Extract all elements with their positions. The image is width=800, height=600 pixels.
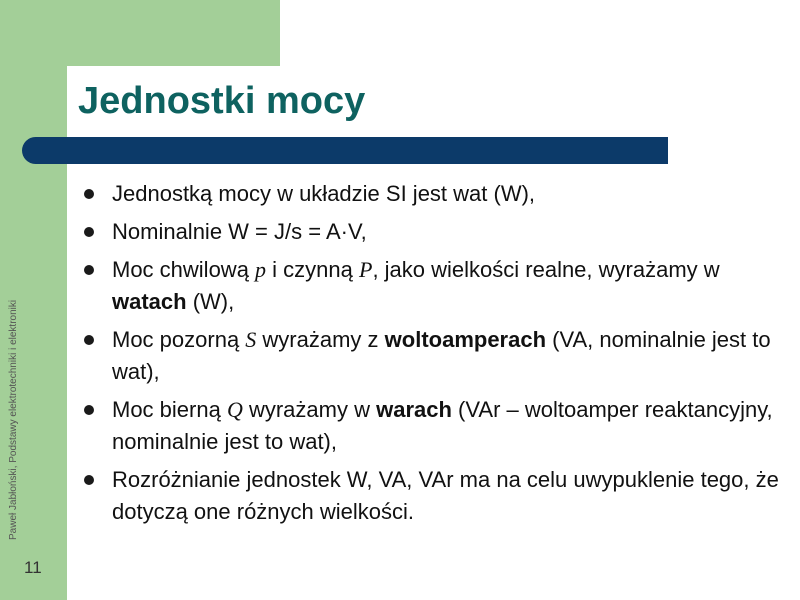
bullet-item bbox=[80, 216, 780, 248]
bullet-text: (VA, nominalnie jest to wat), bbox=[112, 327, 771, 384]
page-number: 11 bbox=[24, 558, 42, 577]
bullet-item bbox=[80, 394, 780, 458]
variable-symbol: p bbox=[255, 257, 267, 282]
bullet-text: i czynną bbox=[266, 257, 359, 282]
bold-term: warach bbox=[376, 397, 452, 422]
bullet-text: , jako wielkości realne, wyrażamy w bbox=[372, 257, 720, 282]
bullet-text: wyrażamy w bbox=[242, 397, 377, 422]
top-band bbox=[0, 0, 280, 66]
bullet-text: Moc pozorną bbox=[112, 327, 246, 352]
bullet-item bbox=[80, 324, 780, 388]
bullet-text: (W), bbox=[186, 289, 235, 314]
bullet-text: Nominalnie W = J/s = A·V, bbox=[112, 219, 367, 244]
bullet-item bbox=[80, 178, 780, 210]
variable-symbol: P bbox=[358, 257, 373, 282]
bullet-item bbox=[80, 464, 780, 528]
slide-title: Jednostki mocy bbox=[78, 80, 366, 122]
bold-term: woltoamperach bbox=[384, 327, 547, 352]
bullet-text: Jednostką mocy w układzie SI jest wat (W), bbox=[112, 181, 536, 206]
bullet-list bbox=[80, 178, 780, 534]
bullet-text: (VAr – woltoamper reaktancyjny, nominalnie jest to wat), bbox=[112, 397, 773, 454]
variable-symbol: S bbox=[245, 327, 257, 352]
bullet-text: Moc chwilową bbox=[112, 257, 256, 282]
bold-term: watach bbox=[112, 289, 187, 314]
title-underline-bar bbox=[22, 137, 668, 164]
footer-author: Paweł Jabłoński, Podstawy elektrotechniki i elektroniki bbox=[8, 299, 19, 540]
bullet-item bbox=[80, 254, 780, 318]
bullet-text: wyrażamy z bbox=[256, 327, 385, 352]
bullet-text: Moc bierną bbox=[112, 397, 227, 422]
variable-symbol: Q bbox=[226, 397, 243, 422]
bullet-text: Rozróżnianie jednostek W, VA, VAr ma na celu uwypuklenie tego, że dotyczą one różnych wielkości. bbox=[112, 467, 779, 524]
